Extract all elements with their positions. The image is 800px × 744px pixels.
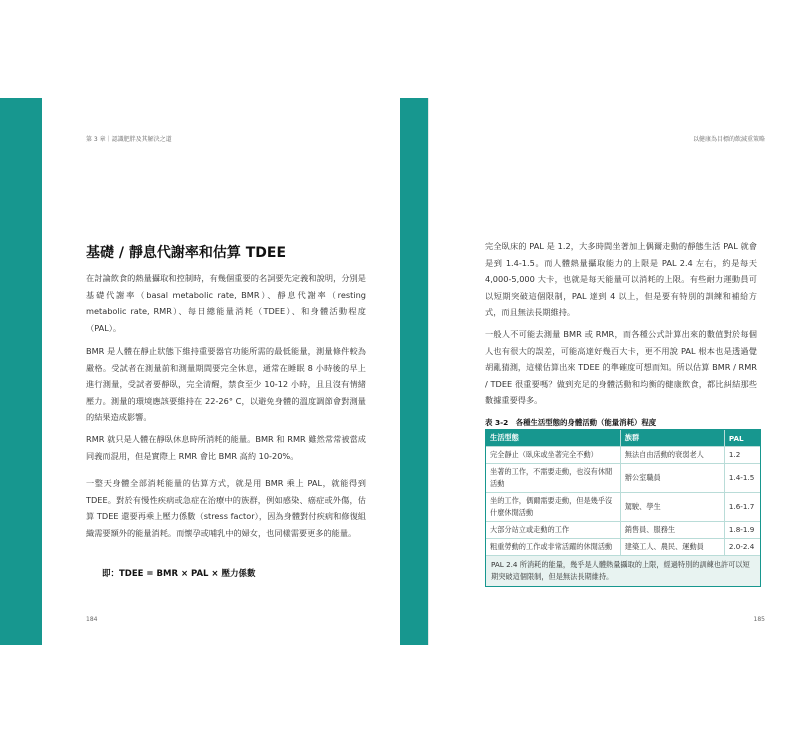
right-page (428, 98, 785, 645)
tdee-formula: 即：TDEE = BMR × PAL × 壓力係數 (102, 569, 256, 579)
table-cell: 1.4-1.5 (724, 464, 760, 493)
right-teal-band (400, 98, 428, 645)
pal-table (485, 429, 761, 587)
table-note: PAL 2.4 所消耗的能量，幾乎是人體熱量攝取的上限，經過特別的訓練也許可以短期突破這個限制，但是無法長期維持。 (486, 555, 760, 586)
table-row (486, 522, 760, 539)
table-cell: 粗重勞動的工作或非常活躍的休閒活動 (486, 539, 620, 556)
table-cell: 駕駛、學生 (620, 493, 724, 522)
left-teal-band (0, 98, 42, 645)
table-row (486, 539, 760, 556)
table-cell: 1.2 (724, 447, 760, 464)
left-page (42, 98, 400, 645)
left-paragraph-3: RMR 就只是人體在靜臥休息時所消耗的能量。BMR 和 RMR 雖然常常被當成同義而混用，但是實際上 RMR 會比 BMR 高約 10-20%。 (86, 434, 366, 461)
table-header-group: 族群 (620, 430, 724, 447)
table-cell: 2.0-2.4 (724, 539, 760, 556)
table-row (486, 493, 760, 522)
running-head-right: 以健康為目標的飲減重策略 (692, 136, 765, 143)
table-cell: 1.6-1.7 (724, 493, 760, 522)
table-header-pal: PAL (724, 430, 760, 447)
table-caption: 表 3-2 各種生活型態的身體活動（能量消耗）程度 (485, 418, 657, 427)
left-paragraph-4: 一整天身體全部消耗能量的估算方式，就是用 BMR 乘上 PAL，就能得到 TDEE。對於有慢性疾病或急症在治療中的族群，例如感染、癌症或外傷，估算 TDEE 還要再乘上壓力係數（stress factor），因為身體對付疾病和修復組織需要額外的能量消耗。而懷孕或哺乳中的婦女，也同樣需要更多的能量。 (86, 478, 366, 538)
right-paragraph-2: 一般人不可能去測量 BMR 或 RMR，而各種公式計算出來的數值對於每個人也有很大的誤差，可能高達好幾百大卡，更不用說 PAL 根本也是透過覺胡亂猜測，這樣估算出來 TDEE 的準確度可想而知。所以估算 BMR / RMR / TDEE 很重要嗎？做到充足的身體活動和均衡的健康飲食，都比糾結那些數據重要得多。 (485, 329, 757, 406)
table-cell: 銷售員、服務生 (620, 522, 724, 539)
table-cell: 大部分站立或走動的工作 (486, 522, 620, 539)
table-cell: 建築工人、農民、運動員 (620, 539, 724, 556)
left-paragraph-1: 在討論飲食的熱量攝取和控制時，有幾個重要的名詞要先定義和說明，分別是基礎代謝率（basal metabolic rate, BMR）、靜息代謝率（resting metabolic rate, RMR）、每日總能量消耗（TDEE）、和身體活動程度（PAL）。 (86, 273, 366, 333)
page-number-left: 184 (86, 616, 98, 623)
table-row (486, 464, 760, 493)
table-cell: 完全靜止（臥床或坐著完全不動） (486, 447, 620, 464)
page-number-right: 185 (753, 616, 765, 623)
left-paragraph-2: BMR 是人體在靜止狀態下維持重要器官功能所需的最低能量，測量條件較為嚴格。受試者在測量前和測量期間要完全休息，通常在睡眠 8 小時後的早上進行測量，受試者要靜臥，完全清醒，禁食至少 10-12 小時，且且沒有情緒壓力。測量的環境應該要維持在 22-26° C，以避免身體的溫度調節會對測量的結果造成影響。 (86, 346, 366, 423)
table-cell: 辦公室職員 (620, 464, 724, 493)
table-row (486, 447, 760, 464)
table-header-lifestyle: 生活型態 (486, 430, 620, 447)
table-cell: 坐的工作，偶爾需要走動，但是幾乎沒什麼休閒活動 (486, 493, 620, 522)
table-cell: 1.8-1.9 (724, 522, 760, 539)
running-head-left: 第 3 章｜認識肥胖及其解決之道 (86, 136, 172, 143)
table-header-row (486, 430, 760, 447)
table-cell: 無法自由活動的衰弱老人 (620, 447, 724, 464)
table-cell: 坐著的工作，不需要走動，也沒有休閒活動 (486, 464, 620, 493)
right-paragraph-1: 完全臥床的 PAL 是 1.2，大多時間坐著加上偶爾走動的靜態生活 PAL 就會是到 1.4-1.5。而人體熱量攝取能力的上限是 PAL 2.4 左右，約是每天 4,000-5,000 大卡，也就是每天能量可以消耗的上限。有些耐力運動員可以短期突破這個限制，PAL 達到 4 以上，但是要有特別的訓練和補給方式，而且無法長期維持。 (485, 241, 757, 318)
section-title: 基礎 / 靜息代謝率和估算 TDEE (86, 245, 287, 261)
